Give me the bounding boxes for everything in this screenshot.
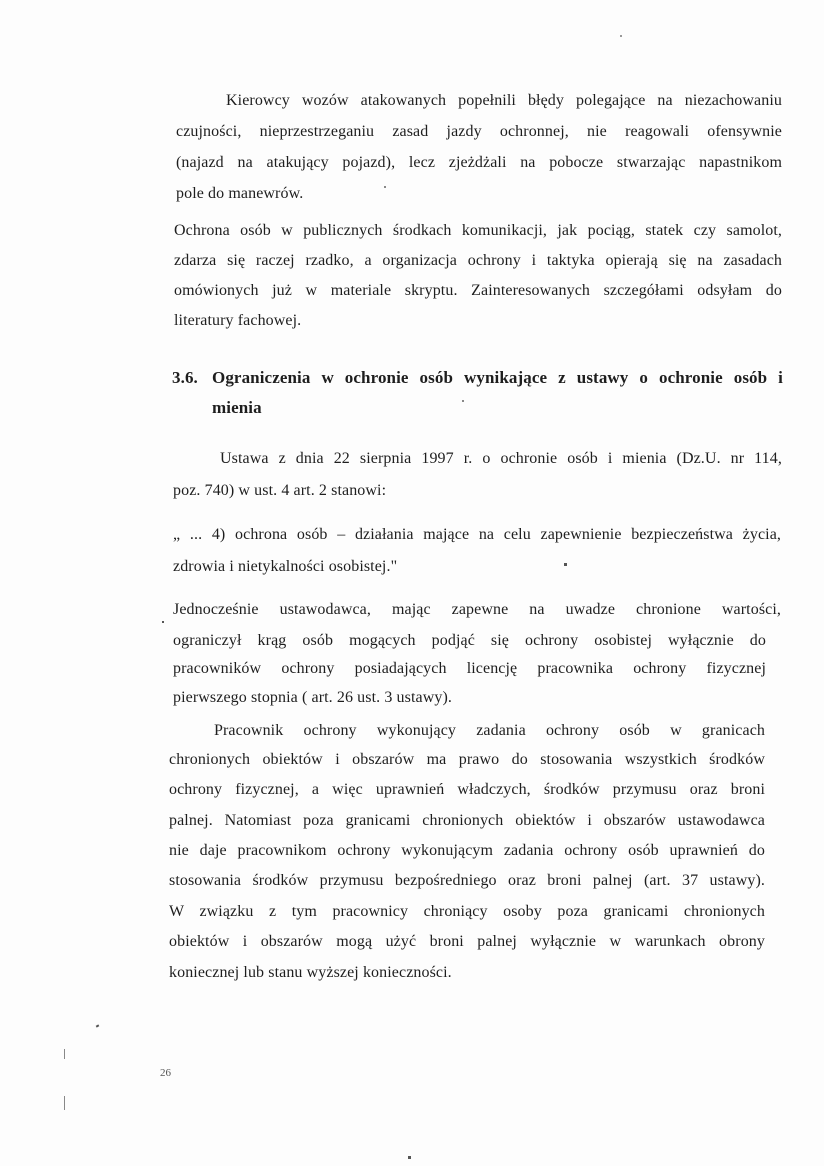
para1-line-4: pole do manewrów. [176,185,304,202]
para5-line-5: nie daje pracownikom ochrony wykonującym zadania ochrony osób uprawnień do [169,842,765,859]
para4-line-1: Jednocześnie ustawodawca, mając zapewne na uwadze chronione wartości, [173,601,781,618]
para1-line-3: (najazd na atakujący pojazd), lecz zjeżdżali na pobocze stwarzając napastnikom [176,154,782,171]
quote-line-2: zdrowia i nietykalności osobistej." [173,558,398,575]
para5-line-9: koniecznej lub stanu wyższej konieczności. [169,964,452,981]
para3-line-2: poz. 740) w ust. 4 art. 2 stanowi: [173,482,387,499]
section-heading-line-1: Ograniczenia w ochronie osób wynikające z ustawy o ochronie osób i [212,368,783,387]
para1-line-2: czujności, nieprzestrzeganiu zasad jazdy ochronnej, nie reagowali ofensywnie [176,123,782,140]
para5-line-1: Pracownik ochrony wykonujący zadania ochrony osób w granicach [214,722,765,739]
para5-line-3: ochrony fizycznej, a więc uprawnień władczych, środków przymusu oraz broni [169,781,765,798]
scan-speck [462,400,464,402]
para2-line-3: omówionych już w materiale skryptu. Zainteresowanych szczegółami odsyłam do [174,282,782,299]
para1-line-1: Kierowcy wozów atakowanych popełnili błędy polegające na niezachowaniu [226,92,782,109]
scan-speck [408,1156,411,1159]
para5-line-7: W związku z tym pracownicy chroniący osoby poza granicami chronionych [169,903,765,920]
page-number: 26 [160,1067,171,1079]
scan-speck [64,1049,65,1059]
para4-line-2: ograniczył krąg osób mogących podjąć się ochrony osobistej wyłącznie do [173,632,766,649]
scan-speck [64,1096,65,1110]
scan-speck [162,621,164,623]
para5-line-6: stosowania środków przymusu bezpośredniego oraz broni palnej (art. 37 ustawy). [169,872,765,889]
para4-line-4: pierwszego stopnia ( art. 26 ust. 3 ustawy). [173,689,453,706]
scan-speck [384,186,386,188]
scan-speck [564,563,567,566]
para2-line-1: Ochrona osób w publicznych środkach komunikacji, jak pociąg, statek czy samolot, [174,222,782,239]
scan-speck [620,35,622,37]
para5-line-4: palnej. Natomiast poza granicami chronionych obiektów i obszarów ustawodawca [169,812,765,829]
para2-line-2: zdarza się raczej rzadko, a organizacja ochrony i taktyka opierają się na zasadach [174,252,782,269]
para2-line-4: literatury fachowej. [174,312,302,329]
quote-line-1: „ ... 4) ochrona osób – działania mające na celu zapewnienie bezpieczeństwa życia, [173,526,781,543]
para5-line-2: chronionych obiektów i obszarów ma prawo do stosowania wszystkich środków [169,751,765,768]
para4-line-3: pracowników ochrony posiadających licencję pracownika ochrony fizycznej [173,660,766,677]
section-heading-line-2: mienia [212,398,262,417]
para5-line-8: obiektów i obszarów mogą użyć broni palnej wyłącznie w warunkach obrony [169,933,765,950]
scan-speck [96,1024,100,1027]
para3-line-1: Ustawa z dnia 22 sierpnia 1997 r. o ochronie osób i mienia (Dz.U. nr 114, [220,450,782,467]
section-number: 3.6. [172,368,198,387]
